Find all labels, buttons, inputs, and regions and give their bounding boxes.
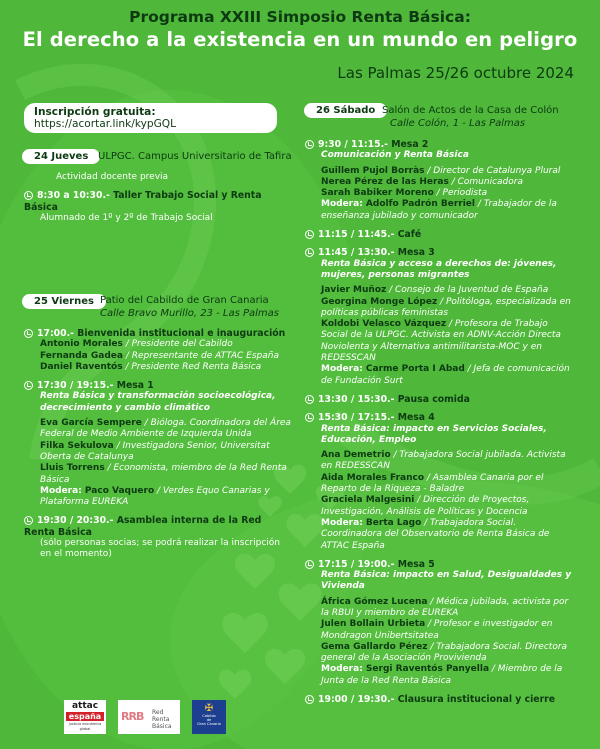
- speaker: Georgina Monge López / Politóloga, especializada en políticas públicas feministas: [321, 296, 571, 318]
- speaker: Eva García Sempere / Bióloga. Coordinadora del Área Federal de Medio Ambiente de Izquierda Unida: [40, 418, 291, 440]
- red-renta-basica-logo: RRB Red Renta Básica: [118, 700, 180, 734]
- mesa-1-topic: Renta Básica y transformación socioecológica, decrecimiento y cambio climático: [40, 391, 276, 413]
- clock-icon: [305, 248, 314, 257]
- clock-icon: [305, 560, 314, 569]
- moderator: Modera: Carme Porta I Abad / Jefa de comunicación de Fundación Surt: [321, 364, 570, 386]
- session-welcome: 17:00.- Bienvenida institucional e inauguración: [24, 328, 294, 339]
- clock-icon: [305, 413, 314, 422]
- clock-icon: [305, 140, 314, 149]
- friday-program: [24, 328, 294, 561]
- inscription-pill: [24, 103, 277, 133]
- inscription-link[interactable]: https://acortar.link/kypGQL: [34, 118, 177, 130]
- speaker: Koldobi Velasco Vázquez / Profesora de Trabajo Social de la ULPGC. Activista en ADNV-Acción Directa Noviolenta y Alternativa antimilitarista-MOC y en REDESSCAN: [321, 319, 561, 364]
- thursday-program: [24, 172, 289, 224]
- moderator: Modera: Paco Vaquero / Verdes Equo Canarias y Plataforma EUREKA: [40, 485, 270, 508]
- speaker: Javier Muñoz / Consejo de la Juventud de España: [321, 285, 549, 296]
- cabildo-logo: ✠ Cabildo de Gran Canaria: [192, 700, 226, 734]
- session-mesa-5: 17:15 / 19:00.- Mesa 5: [305, 559, 577, 570]
- session-workshop: 8:30 a 10:30.- Taller Trabajo Social y Renta Básica: [24, 190, 262, 213]
- session-cafe: 11:15 / 11:45.- Café: [305, 229, 577, 240]
- moderator: Modera: Sergi Raventós Panyella / Miembro de la Junta de la Red Renta Básica: [321, 664, 563, 686]
- speaker: Gema Gallardo Pérez / Trabajadora Social. Directora general de la Asociación Provivienda: [321, 641, 568, 664]
- speaker: África Gómez Lucena / Médica jubilada, activista por la RBUI y miembro de EUREKA: [321, 596, 569, 618]
- thursday-venue: ULPGC. Campus Universitario de Tafira: [98, 151, 292, 162]
- session-closing: 19:00 / 19:30.- Clausura institucional y cierre: [305, 694, 577, 705]
- speaker: Sarah Babiker Moreno / Periodista: [321, 188, 488, 199]
- friday-venue: Patio del Cabildo de Gran Canaria Calle Bravo Murillo, 23 - Las Palmas: [100, 295, 279, 319]
- main-title: El derecho a la existencia en un mundo en peligro: [22, 28, 578, 51]
- day-thursday: 24 Jueves: [22, 149, 100, 164]
- clock-icon: [305, 395, 314, 404]
- speaker: Lluis Torrens / Economista, miembro de la Red Renta Básica: [40, 463, 287, 485]
- place-date: Las Palmas 25/26 octubre 2024: [337, 64, 574, 82]
- clock-icon: [24, 381, 33, 390]
- speaker: Fernanda Gadea / Representante de ATTAC España: [40, 350, 279, 361]
- program-title: Programa XXIII Simposio Renta Básica:: [129, 8, 471, 26]
- clock-icon: [305, 695, 314, 704]
- header: [0, 0, 600, 51]
- day-friday: 25 Viernes: [22, 294, 106, 309]
- speaker: Julen Bollain Urbieta / Profesor e investigador en Mondragon Unibertsitatea: [321, 619, 553, 641]
- attac-logo: attac españa justicia económica global: [64, 700, 106, 734]
- workshop-note: Alumnado de 1º y 2º de Trabajo Social: [40, 212, 213, 223]
- inscription-label: Inscripción gratuita:: [34, 106, 156, 118]
- clock-icon: [305, 230, 314, 239]
- saturday-program: 9:30 / 11:15.- Mesa 2 Comunicación y Renta Básica Guillem Pujol Borràs / Director de Catalunya Plural Nerea Pérez de las Heras / Comunicadora Sarah Babiker Moreno / Periodista Modera: Adolfo Padrón Berriel / Trabajador de la enseñanza jubilado y comunicador 11:15 / 11:45.- Café 11:45 / 13:30.- Mesa 3 Renta Básica y acceso a derechos de: jóvenes, mujeres, personas migrantes Javier Muñoz / Consejo de la Juventud de España Georgina Monge López / Politóloga, especializada en políticas públicas feministas Koldobi Velasco Vázquez / Profesora de Trabajo Social de la ULPGC. Activista en ADNV-Acción Directa Noviolenta y Alternativa antimilitarista-MOC y en REDESSCAN Modera: Carme Porta I Abad / Jefa de comunicación de Fundación Surt 13:30 / 15:30.- Pausa comida 15:30 / 17:15.- Mesa 4 Renta Básica: impacto en Servicios Sociales, Educación, Empleo Ana Demetrio / Trabajadora Social jubilada. Activista en REDESSCAN Aida Morales Franco / Asamblea Canaria por el Reparto de la Riqueza - Baladre Graciela Malgesini / Dirección de Proyectos, Investigación, Análisis de Políticas y Docencia Modera: Berta Lago / Trabajadora Social. Coordinadora del Observatorio de Renta Básica de ATTAC España 17:15 / 19:00.- Mesa 5 Renta Básica: impacto en Salud, Desigualdades y Vivienda África Gómez Lucena / Médica jubilada, activista por la RBUI y miembro de EUREKA Julen Bollain Urbieta / Profesor e investigador en Mondragon Unibertsitatea Gema Gallardo Pérez / Trabajadora Social. Directora general de la Asociación Provivienda Modera: Sergi Raventós Panyella / Miembro de la Junta de la Red Renta Básica 19:00 / 19:30.- Clausura institucional y cierre: [305, 139, 577, 705]
- assembly-note: (sólo personas socias; se podrá realizar la inscripción en el momento): [40, 538, 280, 560]
- clock-icon: [24, 191, 33, 200]
- session-mesa-3: 11:45 / 13:30.- Mesa 3: [305, 247, 577, 258]
- speaker: Daniel Raventós / Presidente Red Renta Básica: [40, 361, 262, 372]
- speaker: Aida Morales Franco / Asamblea Canaria por el Reparto de la Riqueza - Baladre: [321, 472, 544, 495]
- thursday-note: Actividad docente previa: [56, 172, 169, 182]
- moderator: Modera: Berta Lago / Trabajadora Social. Coordinadora del Observatorio de Renta Básica de ATTAC España: [321, 517, 550, 551]
- speaker: Antonio Morales / Presidente del Cabildo: [40, 339, 233, 350]
- session-assembly: 19:30 / 20:30.- Asamblea interna de la Red Renta Básica: [24, 515, 262, 538]
- session-mesa-4: 15:30 / 17:15.- Mesa 4: [305, 412, 577, 423]
- moderator: Modera: Adolfo Padrón Berriel / Trabajador de la enseñanza jubilado y comunicador: [321, 199, 557, 221]
- speaker: Guillem Pujol Borràs / Director de Catalunya Plural: [321, 165, 561, 176]
- saturday-venue: Salón de Actos de la Casa de Colón Calle Colón, 1 - Las Palmas: [382, 105, 559, 129]
- session-lunch: 13:30 / 15:30.- Pausa comida: [305, 394, 577, 405]
- speaker: Graciela Malgesini / Dirección de Proyectos, Investigación, Análisis de Políticas y Docencia: [321, 495, 530, 517]
- clock-icon: [24, 516, 33, 525]
- session-mesa-1: 17:30 / 19:15.- Mesa 1: [24, 380, 294, 391]
- speaker: Nerea Pérez de las Heras / Comunicadora: [321, 176, 523, 187]
- session-mesa-2: 9:30 / 11:15.- Mesa 2: [305, 139, 577, 150]
- clock-icon: [24, 329, 33, 338]
- day-saturday: 26 Sábado: [304, 103, 387, 118]
- crest-icon: ✠: [204, 703, 214, 714]
- speaker: Filka Sekulova / Investigadora Senior, Universitat Oberta de Catalunya: [40, 440, 270, 462]
- speaker: Ana Demetrio / Trabajadora Social jubilada. Activista en REDESSCAN: [321, 450, 566, 472]
